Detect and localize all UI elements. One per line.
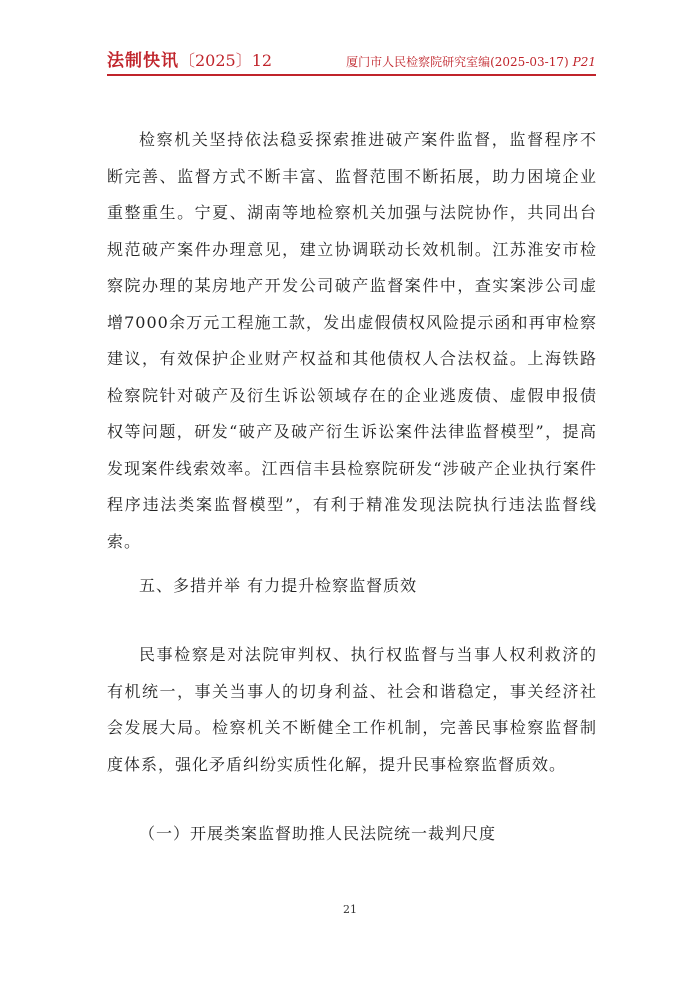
body-paragraph-2: 民事检察是对法院审判权、执行权监督与当事人权利救济的有机统一，事关当事人的切身利益、社会和谐稳定，事关经济社会发展大局。检察机关不断健全工作机制，完善民事检察监督制度体系，强化矛盾纠纷实质性化解，提升民事检察监督质效。 (107, 645, 597, 774)
header-publisher-info (346, 52, 596, 72)
page-header (107, 50, 596, 76)
body-paragraph-1: 检察机关坚持依法稳妥探索推进破产案件监督，监督程序不断完善、监督方式不断丰富、监督范围不断拓展，助力困境企业重整重生。宁夏、湖南等地检察机关加强与法院协作，共同出台规范破产案件办理意见，建立协调联动长效机制。江苏淮安市检察院办理的某房地产开发公司破产监督案件中，查实案涉公司虚增7000余万元工程施工款，发出虚假债权风险提示函和再审检察建议，有效保护企业财产权益和其他债权人合法权益。上海铁路检察院针对破产及衍生诉讼领域存在的企业逃废债、虚假申报债权等问题，研发“破产及破产衍生诉讼案件法律监督模型”，提高发现案件线索效率。江西信丰县检察院研发“涉破产企业执行案件程序违法类案监督模型”，有利于精准发现法院执行违法监督线索。 (107, 130, 597, 551)
header-publisher: 厦门市人民检察院研究室编(2025-03-17) (346, 55, 569, 69)
header-issue: 〔2025〕12 (179, 51, 273, 70)
header-brand: 法制快讯 (107, 51, 179, 71)
page-number: 21 (343, 903, 357, 916)
header-title (107, 50, 272, 72)
section-heading-5: 五、多措并举 有力提升检察监督质效 (139, 576, 418, 595)
header-page-tag: P21 (572, 55, 596, 69)
subsection-heading-1: （一）开展类案监督助推人民法院统一裁判尺度 (139, 824, 497, 843)
